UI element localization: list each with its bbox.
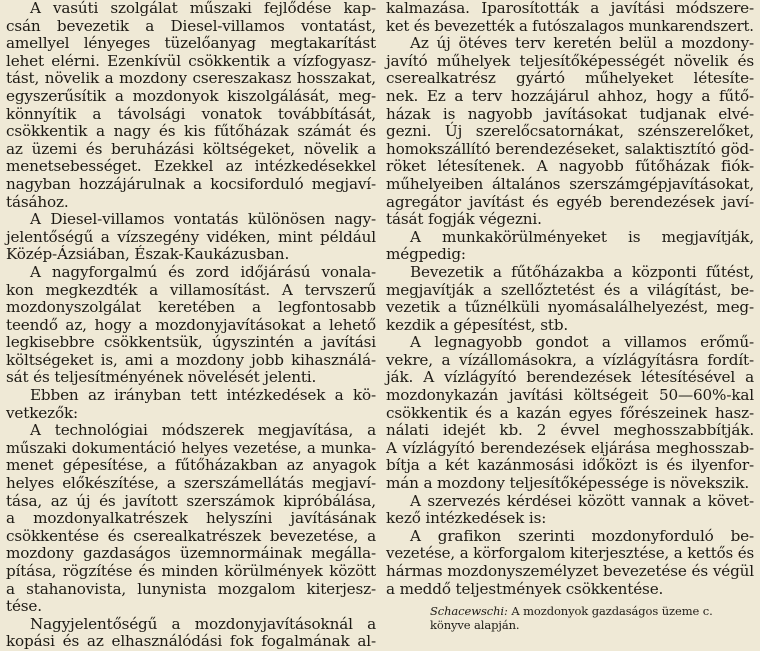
left-line: pítása, rögzítése és minden körülmények között bbox=[6, 562, 376, 580]
left-line: sát és teljesítményének növelését jelenti. bbox=[6, 368, 317, 387]
right-line: A grafikon szerinti mozdonyforduló be- bbox=[410, 526, 754, 545]
left-line: Nagyjelentőségű a mozdonyjavításoknál a bbox=[30, 614, 376, 633]
left-column bbox=[6, 0, 376, 651]
left-line: csökkentik a nagy és kis fűtőházak számát és bbox=[6, 122, 376, 141]
right-line: műhelyeiben általános szerszámgépjavításokat, bbox=[386, 174, 754, 193]
left-line: mozdony gazdaságos üzemnormáinak megálla- bbox=[6, 544, 376, 563]
right-line: kalmazása. Iparosították a javítási módszere- bbox=[386, 0, 754, 17]
right-line: tását fogják végezni. bbox=[386, 210, 542, 229]
right-line: gezni. Új szerelőcsatornákat, szénszerelőket, bbox=[386, 122, 754, 141]
right-line: csökkentik és a kazán egyes főrészeinek hasz- bbox=[386, 403, 754, 422]
right-line: Az új ötéves terv keretén belül a mozdony- bbox=[410, 34, 754, 53]
left-line: tásához. bbox=[6, 192, 69, 211]
left-line: csán bevezetik a Diesel-villamos vontatást, bbox=[6, 16, 376, 35]
left-line: műszaki dokumentáció helyes vezetése, a munka- bbox=[6, 439, 376, 457]
source-caption-line-1 bbox=[386, 604, 754, 618]
right-line: vezetik a tűznélküli nyomásalálhelyezést, meg- bbox=[386, 298, 754, 317]
right-line: A legnagyobb gondot a villamos erőmű- bbox=[410, 333, 754, 352]
right-line: cserealkatrész gyártó műhelyeket létesíte- bbox=[386, 69, 754, 88]
right-line: megjavítják a szellőztetést és a világítást, be- bbox=[386, 280, 754, 299]
left-line: A Diesel-villamos vontatás különösen nagy- bbox=[30, 210, 376, 229]
left-line: menet gépesítése, a fűtőházakban az anyagok bbox=[6, 456, 376, 475]
left-line: helyes előkészítése, a szerszámellátás megjaví- bbox=[6, 474, 376, 493]
left-line: a stahanovista, lunynista mozgalom kiterjesz- bbox=[6, 579, 376, 598]
right-column bbox=[386, 0, 754, 632]
left-line: menetsebességet. Ezekkel az intézkedésekkel bbox=[6, 157, 376, 176]
right-line: röket létesítenek. A nagyobb fűtőházak fiók- bbox=[386, 157, 754, 176]
right-line: vezetése, a körforgalom kiterjesztése, a kettős és bbox=[386, 544, 754, 563]
right-line: javító műhelyek teljesítőképességét növelik és bbox=[386, 51, 754, 70]
right-line: házak is nagyobb javításokat tudjanak elvé- bbox=[386, 104, 754, 123]
right-line: a meddő teljestmények csökkentése. bbox=[386, 579, 664, 598]
right-line: nálati idejét kb. 2 évvel meghosszabbítják. bbox=[386, 421, 754, 440]
left-line: csökkentése és cserealkatrészek bevezetése, a bbox=[6, 526, 376, 545]
right-line: kező intézkedések is: bbox=[386, 509, 547, 528]
left-line: A technológiai módszerek megjavítása, a bbox=[30, 421, 376, 440]
right-line: mozdonykazán javítási költségeit 50—60%-kal bbox=[386, 386, 754, 405]
left-line: kopási és az elhasználódási fok fogalmának al- bbox=[6, 632, 376, 651]
left-line: nagyban hozzájárulnak a kocsiforduló megjaví- bbox=[6, 174, 376, 193]
right-line: A munkakörülményeket is megjavítják, bbox=[410, 227, 754, 246]
left-line: Ebben az irányban tett intézkedések a kö- bbox=[30, 386, 376, 405]
right-line: A vízlágyító berendezések eljárása meghosszab- bbox=[386, 438, 754, 457]
left-line: lehet elérni. Ezenkívül csökkentik a vízfogyasz- bbox=[6, 51, 376, 70]
caption-author: Schacewschi: bbox=[430, 604, 508, 619]
left-line: költségeket is, ami a mozdony jobb kihasználá- bbox=[6, 350, 376, 369]
source-caption-line-2: könyve alapján. bbox=[430, 618, 520, 633]
right-line: hármas mozdonyszemélyzet bevezetése és végül bbox=[386, 562, 754, 580]
right-line: mégpedig: bbox=[386, 245, 466, 264]
left-line: A nagyforgalmú és zord időjárású vonala- bbox=[30, 262, 376, 281]
left-line: tése. bbox=[6, 597, 42, 616]
left-line: A vasúti szolgálat műszaki fejlődése kap- bbox=[30, 0, 376, 17]
left-line: tása, az új és javított szerszámok kipróbálása, bbox=[6, 491, 376, 510]
right-line: kezdik a gépesítést, stb. bbox=[386, 315, 569, 334]
right-line: ják. A vízlágyító berendezések létesítésével a bbox=[386, 368, 754, 387]
right-line: bítja a két kazánmosási időközt is és ilyenfor- bbox=[386, 456, 754, 475]
right-line: mán a mozdony teljesítőképessége is növekszik. bbox=[386, 474, 750, 493]
right-line: A szervezés kérdései között vannak a követ- bbox=[410, 491, 754, 510]
left-line: vetkezők: bbox=[6, 403, 78, 422]
left-line: amellyel lényeges tüzelőanyag megtakarítást bbox=[6, 34, 376, 53]
left-line: egyszerűsítik a mozdonyok kiszolgálását, meg- bbox=[6, 86, 376, 105]
left-line: könnyítik a távolsági vonatok továbbítását, bbox=[6, 104, 376, 123]
left-line: legkisebbre csökkentsük, úgyszintén a javítási bbox=[6, 333, 376, 352]
right-line: Bevezetik a fűtőházakba a központi fűtést, bbox=[410, 262, 754, 281]
right-line: ket és bevezették a futószalagos munkarendszert. bbox=[386, 17, 754, 35]
left-line: kon megkezdték a villamosítást. A tervszerű bbox=[6, 280, 376, 299]
left-line: a mozdonyalkatrészek helyszíni javításának bbox=[6, 509, 376, 528]
left-line: az üzemi és beruházási költségeket, növelik a bbox=[6, 139, 376, 158]
left-line: jelentőségű a vízszegény vidéken, mint például bbox=[6, 227, 376, 246]
right-line: nek. Ez a terv hozzájárul ahhoz, hogy a fűtő- bbox=[386, 86, 754, 105]
right-line: vekre, a vízállomásokra, a vízlágyításra fordít- bbox=[386, 350, 754, 369]
left-line: tást, növelik a mozdony csereszakasz hosszakat, bbox=[6, 69, 376, 88]
left-line: mozdonyszolgálat keretében a legfontosabb bbox=[6, 298, 376, 317]
right-line: agregátor javítást és egyéb berendezések javí- bbox=[386, 192, 754, 211]
caption-title: A mozdonyok gazdaságos üzeme c. bbox=[511, 604, 713, 619]
left-line: Közép-Ázsiában, Észak-Kaukázusban. bbox=[6, 245, 290, 264]
left-line: teendő az, hogy a mozdonyjavításokat a lehető bbox=[6, 315, 376, 334]
right-column-text bbox=[386, 0, 754, 598]
right-line: homokszállító berendezéseket, salaktisztító göd- bbox=[386, 139, 754, 158]
